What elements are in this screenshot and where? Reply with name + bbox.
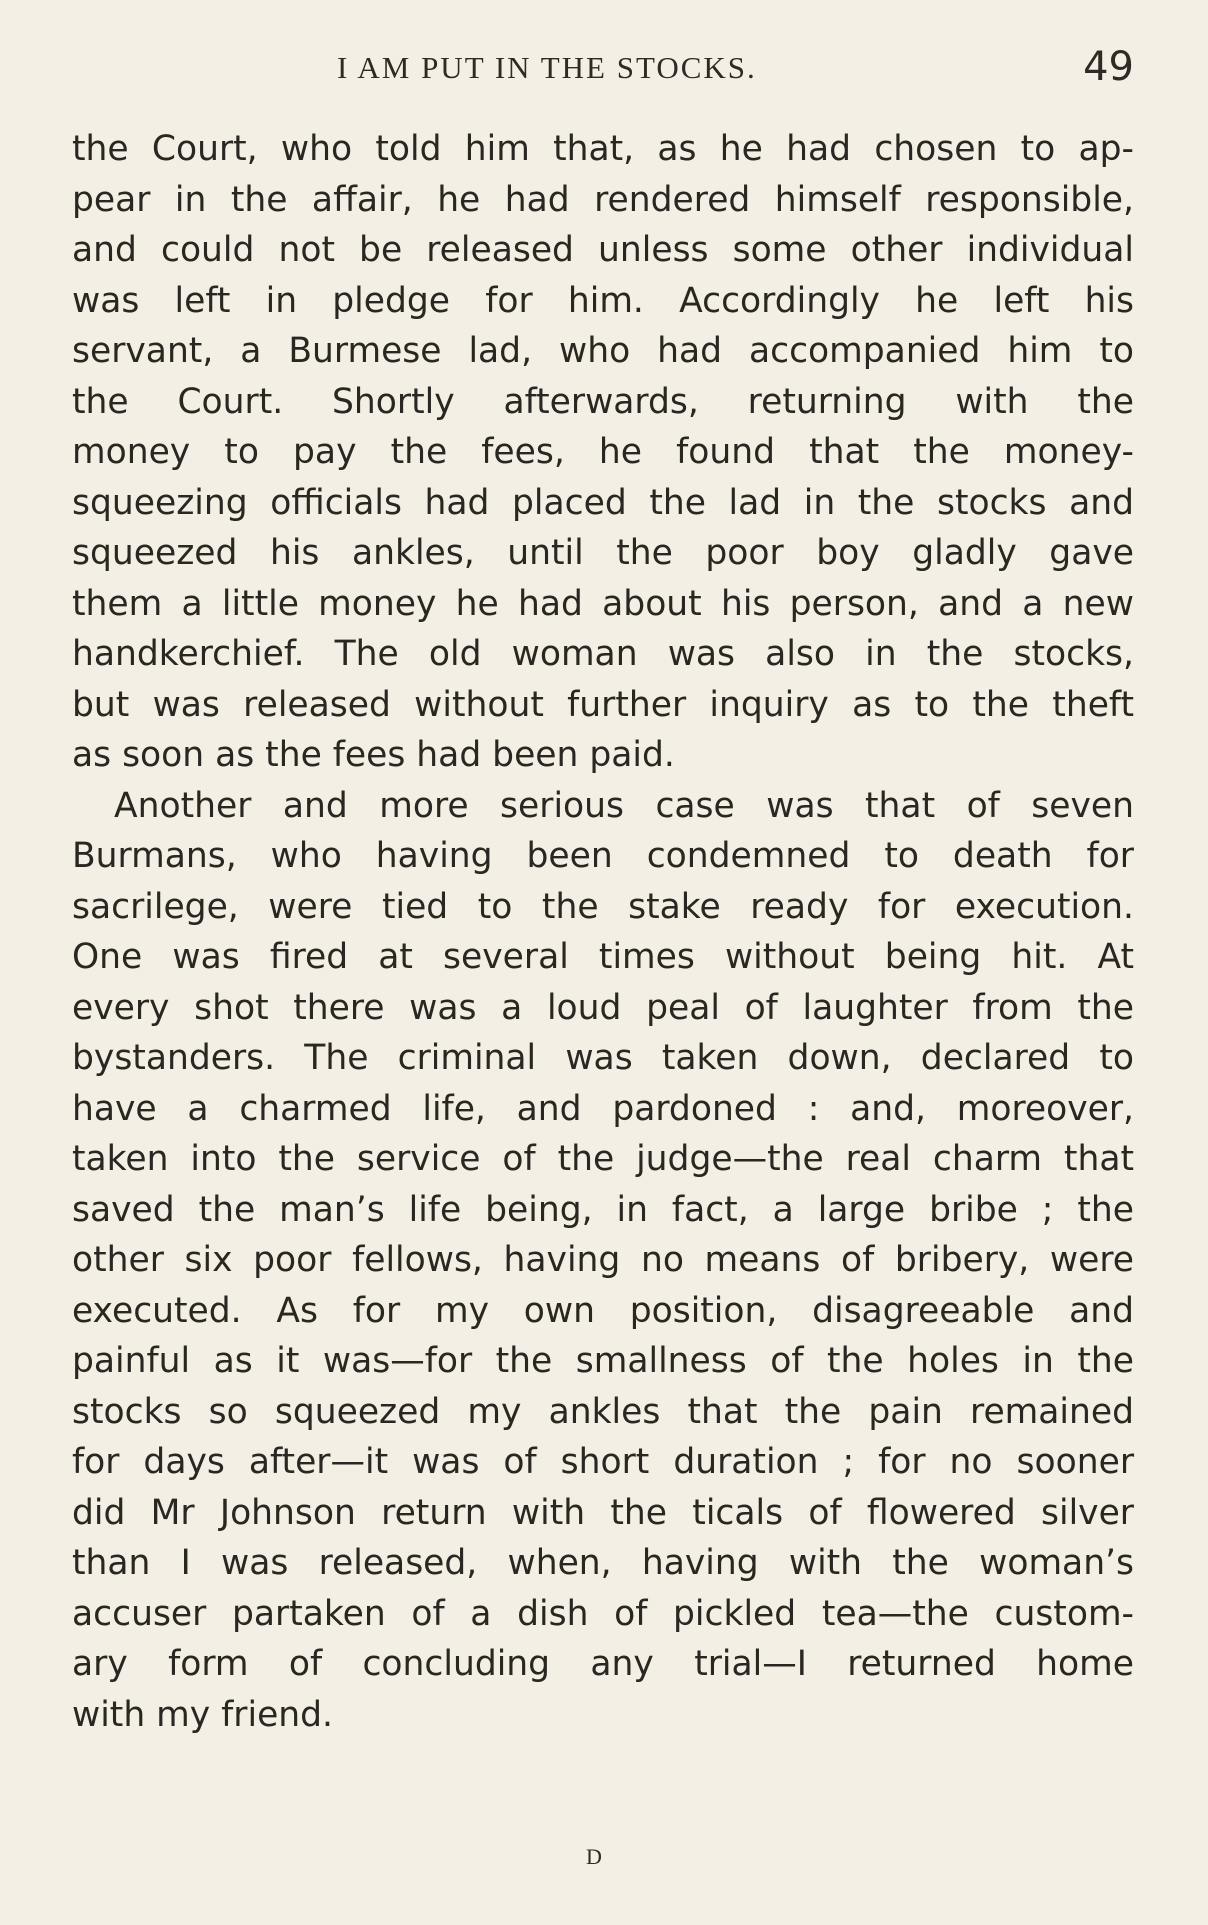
text-line: than I was released, when, having with the woman’s	[72, 1543, 1134, 1583]
text-line: but was released without further inquiry as to the theft	[72, 684, 1134, 725]
text-line: painful as it was—for the smallness of the holes in the	[72, 1341, 1134, 1381]
text-line: ary form of concluding any trial—I returned home	[72, 1644, 1134, 1684]
text-line: handkerchief. The old woman was also in the stocks,	[72, 634, 1134, 674]
text-line: with my friend.	[72, 1694, 334, 1735]
text-line: Burmans, who having been condemned to death for	[72, 836, 1134, 876]
paragraph-2	[72, 781, 1134, 1741]
text-line: pear in the affair, he had rendered himself responsible,	[72, 179, 1134, 220]
text-line: and could not be released unless some other individual	[72, 230, 1134, 270]
text-line: the Court. Shortly afterwards, returning with the	[72, 381, 1134, 422]
text-line: as soon as the fees had been paid.	[72, 735, 675, 775]
text-line: stocks so squeezed my ankles that the pain remained	[72, 1391, 1134, 1432]
text-line: every shot there was a loud peal of laughter from the	[72, 987, 1134, 1028]
body-text	[72, 124, 1134, 1740]
text-line: them a little money he had about his person, and a new	[72, 583, 1134, 624]
text-line: Another and more serious case was that of seven	[114, 785, 1134, 826]
text-line: was left in pledge for him. Accordingly he left his	[72, 280, 1134, 321]
text-line: saved the man’s life being, in fact, a large bribe ; the	[72, 1189, 1134, 1230]
text-line: executed. As for my own position, disagreeable and	[72, 1290, 1134, 1331]
text-line: have a charmed life, and pardoned : and, moreover,	[72, 1088, 1134, 1129]
text-line: bystanders. The criminal was taken down, declared to	[72, 1038, 1134, 1078]
text-line: squeezing officials had placed the lad in the stocks and	[72, 482, 1134, 523]
text-line: the Court, who told him that, as he had chosen to ap-	[72, 129, 1134, 169]
text-line: sacrilege, were tied to the stake ready for execution.	[72, 886, 1134, 927]
signature-mark: D	[586, 1844, 602, 1869]
text-line: taken into the service of the judge—the real charm that	[72, 1139, 1134, 1179]
text-line: squeezed his ankles, until the poor boy gladly gave	[72, 533, 1134, 573]
text-line: One was fired at several times without being hit. At	[72, 937, 1134, 977]
text-line: other six poor fellows, having no means of bribery, were	[72, 1240, 1134, 1280]
text-line: for days after—it was of short duration ; for no sooner	[72, 1442, 1134, 1482]
paragraph-1	[72, 124, 1134, 781]
text-line: accuser partaken of a dish of pickled tea—the custom-	[72, 1593, 1134, 1634]
page-number: 49	[1083, 44, 1134, 90]
text-line: money to pay the fees, he found that the money-	[72, 432, 1134, 472]
text-line: servant, a Burmese lad, who had accompanied him to	[72, 331, 1134, 371]
running-title: I AM PUT IN THE STOCKS.	[337, 50, 757, 85]
running-head	[72, 44, 1134, 94]
text-line: did Mr Johnson return with the ticals of flowered silver	[72, 1492, 1134, 1533]
